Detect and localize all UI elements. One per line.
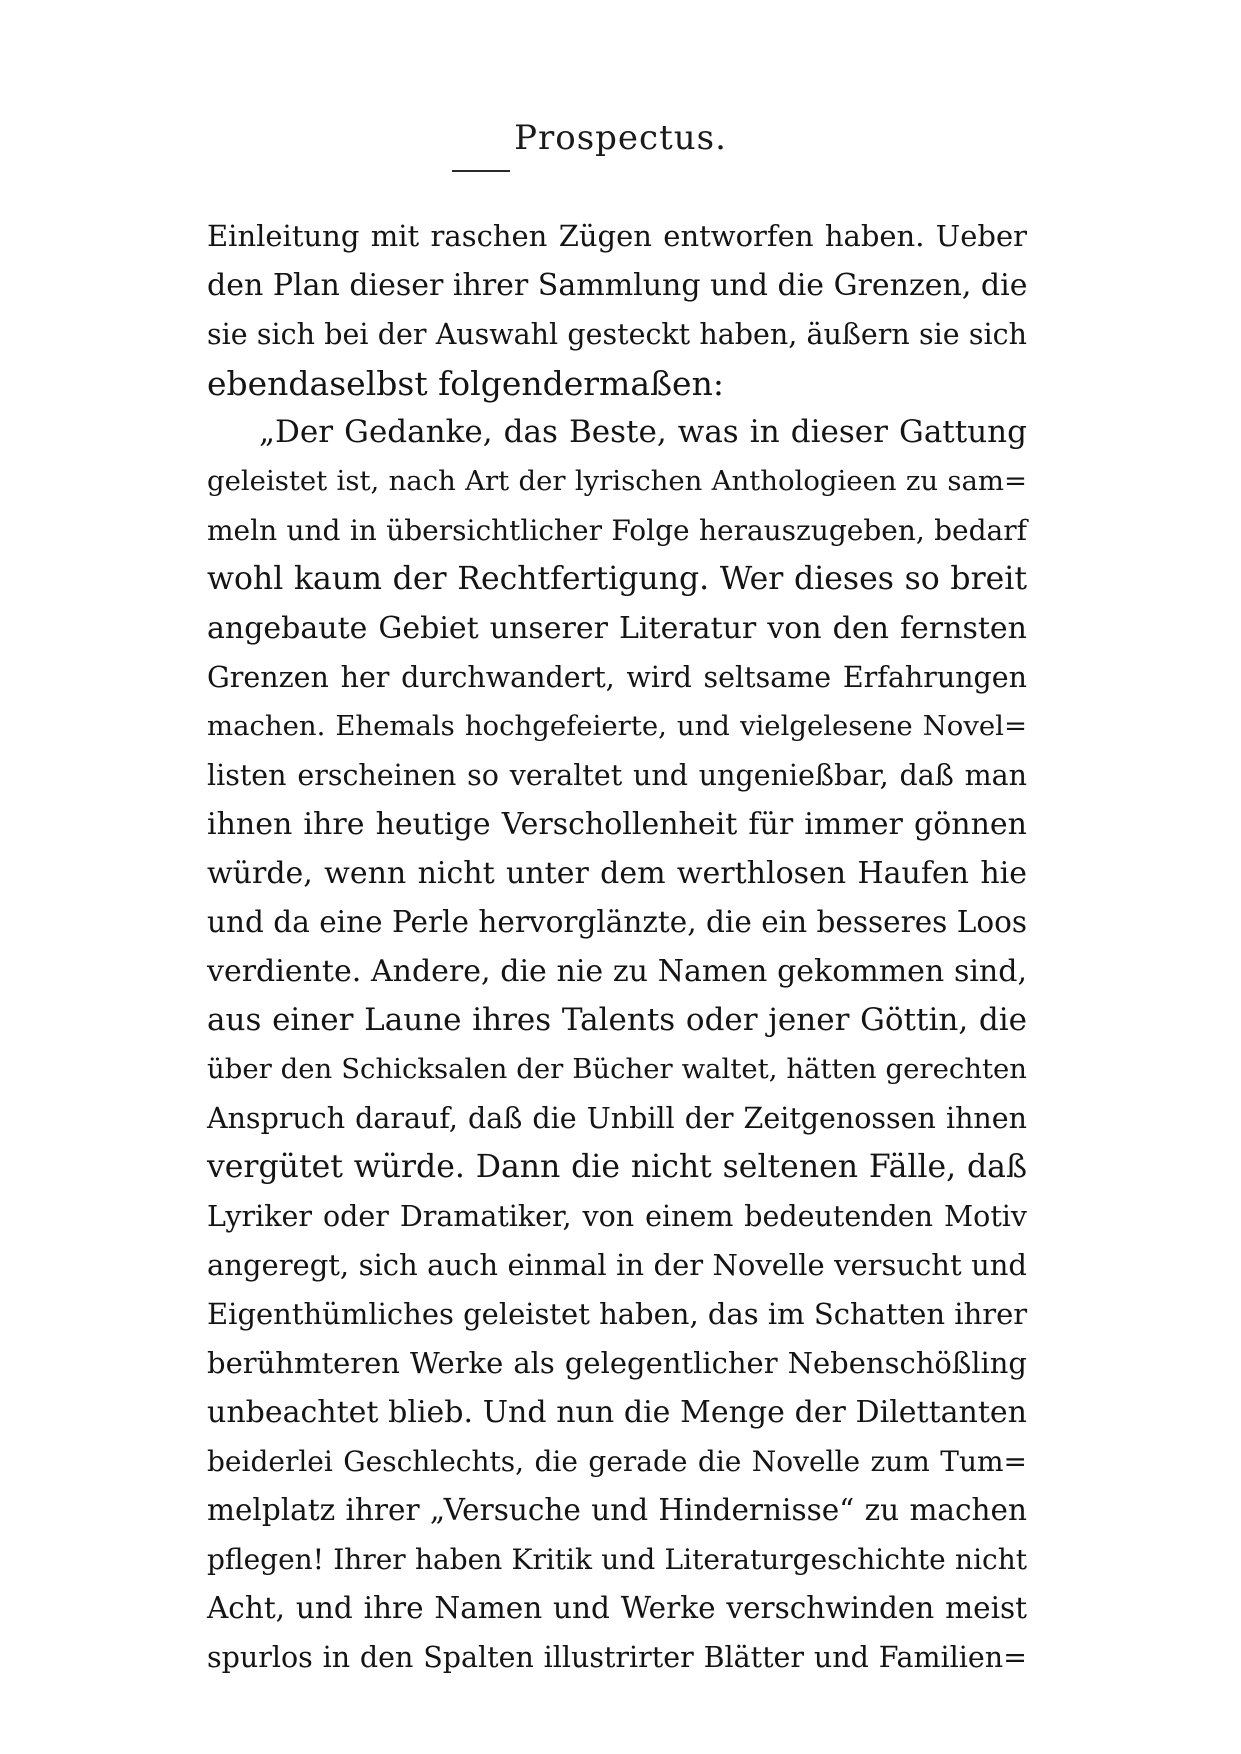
text-line: über den Schicksalen der Bücher waltet, hätten gerechten [207, 1053, 1027, 1085]
text-line: beiderlei Geschlechts, die gerade die Novelle zum Tum= [207, 1445, 1027, 1478]
text-line: verdiente. Andere, die nie zu Namen gekommen sind, [207, 954, 1027, 989]
text-line: ebendaselbst folgendermaßen: [207, 364, 724, 403]
text-line: wohl kaum der Rechtfertigung. Wer dieses so breit [207, 561, 1027, 597]
running-head: Prospectus. [514, 118, 727, 158]
text-line: aus einer Laune ihres Talents oder jener Göttin, die [207, 1002, 1027, 1038]
text-line: berühmteren Werke als gelegentlicher Nebenschößling [207, 1346, 1027, 1380]
text-line: den Plan dieser ihrer Sammlung und die Grenzen, die [207, 268, 1028, 303]
text-line: würde, wenn nicht unter dem werthlosen Haufen hie [207, 856, 1027, 891]
text-line: Grenzen her durchwandert, wird seltsame Erfahrungen [207, 661, 1027, 694]
text-line: angeregt, sich auch einmal in der Novelle versucht und [207, 1248, 1027, 1282]
text-line: melplatz ihrer „Versuche und Hindernisse“ zu machen [207, 1493, 1027, 1527]
head-rule [452, 170, 510, 172]
text-line: listen erscheinen so veraltet und ungenießbar, daß man [207, 759, 1027, 792]
text-line: „Der Gedanke, das Beste, was in dieser Gattung [259, 414, 1027, 450]
text-line: Acht, und ihre Namen und Werke verschwinden meist [207, 1591, 1027, 1625]
text-line: unbeachtet blieb. Und nun die Menge der Dilettanten [207, 1395, 1027, 1430]
text-line: Einleitung mit raschen Zügen entworfen haben. Ueber [207, 219, 1027, 253]
text-line: meln und in übersichtlicher Folge herauszugeben, bedarf [207, 514, 1027, 547]
text-line: geleistet ist, nach Art der lyrischen Anthologieen zu sam= [207, 465, 1027, 497]
text-line: sie sich bei der Auswahl gesteckt haben, äußern sie sich [207, 318, 1027, 351]
text-line: Lyriker oder Dramatiker, von einem bedeutenden Motiv [207, 1200, 1027, 1233]
text-line: und da eine Perle hervorglänzte, die ein besseres Loos [207, 905, 1027, 939]
text-line: machen. Ehemals hochgefeierte, und vielgelesene Novel= [207, 710, 1027, 742]
text-line: vergütet würde. Dann die nicht seltenen Fälle, daß [207, 1149, 1027, 1185]
body-text [207, 212, 1027, 1682]
text-line: pflegen! Ihrer haben Kritik und Literaturgeschichte nicht [207, 1543, 1027, 1576]
text-line: Anspruch darauf, daß die Unbill der Zeitgenossen ihnen [207, 1102, 1027, 1135]
text-line: Eigenthümliches geleistet haben, das im Schatten ihrer [207, 1297, 1028, 1331]
text-line: spurlos in den Spalten illustrirter Blätter und Familien= [207, 1641, 1027, 1674]
text-line: ihnen ihre heutige Verschollenheit für immer gönnen [207, 807, 1027, 842]
text-line: angebaute Gebiet unserer Literatur von den fernsten [207, 611, 1027, 646]
